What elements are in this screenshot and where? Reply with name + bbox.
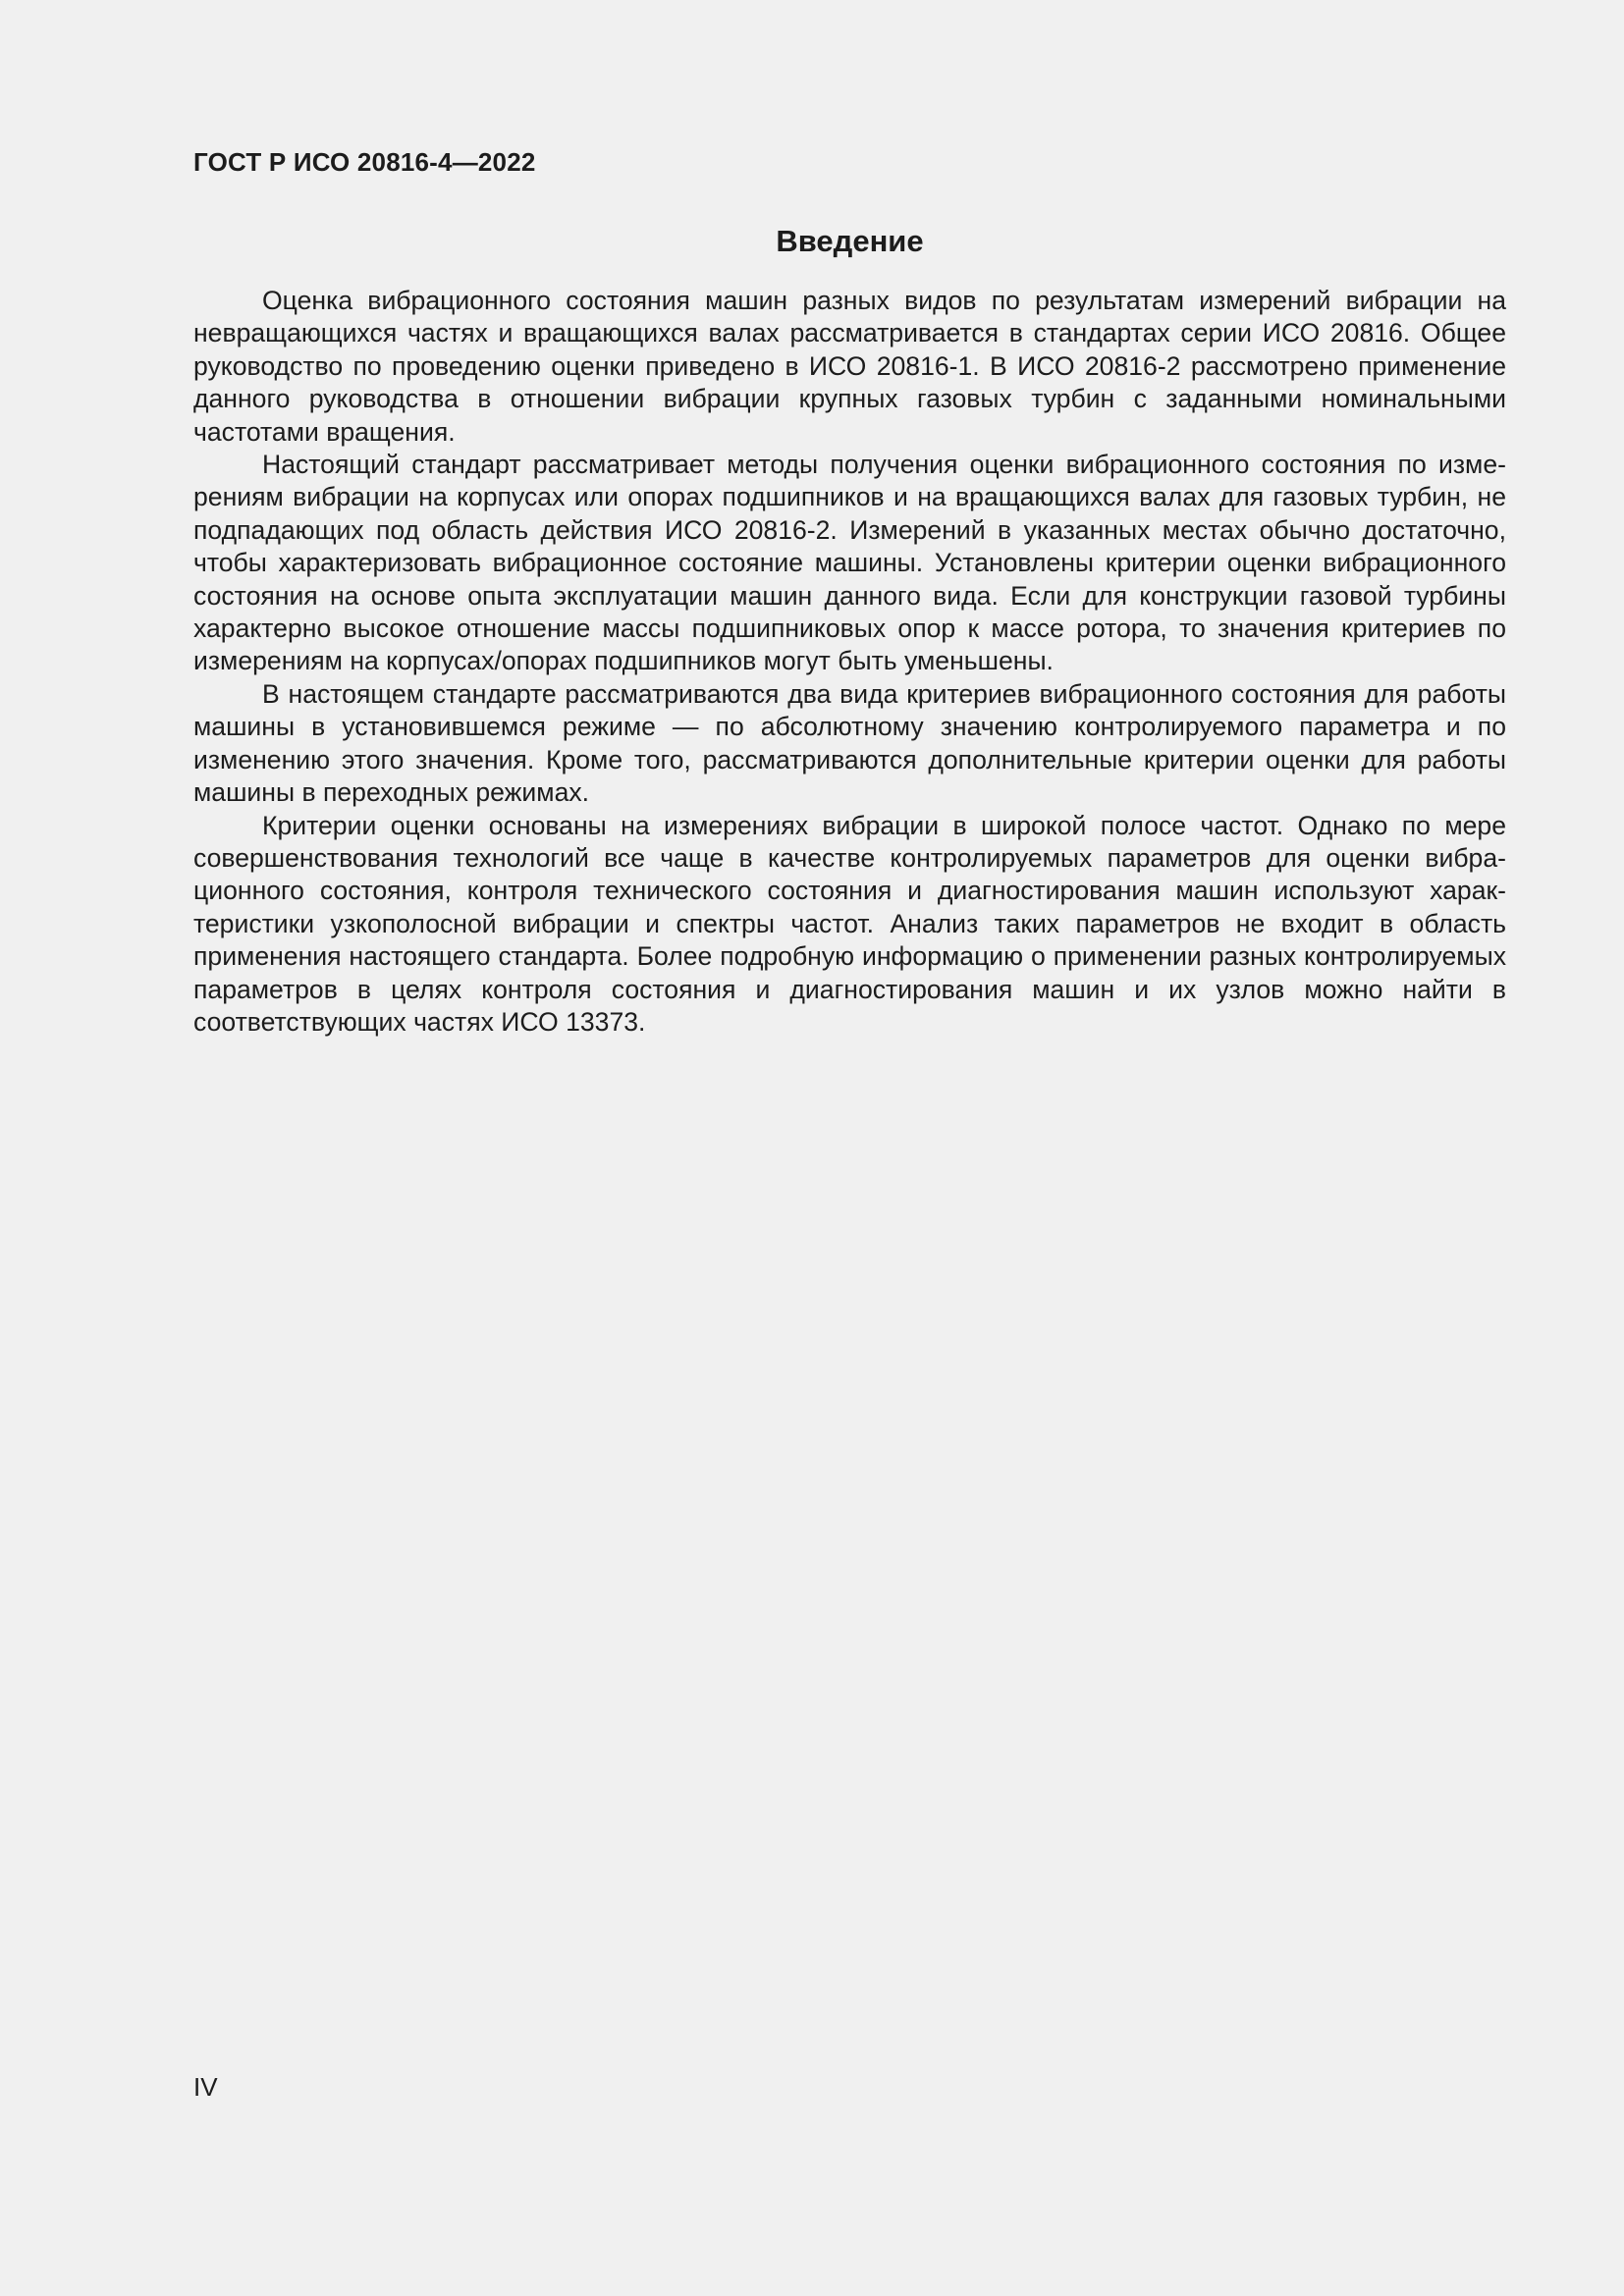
- paragraph-1: Оценка вибрационного состояния машин разных видов по результатам измерений вибрации на невращающихся частях и вращающихся валах рассматривается в стандартах серии ИСО 20816. Общее руководство по проведению оценки приведено в ИСО 20816-1. В ИСО 20816-2 рассмотрено применение данного руководства в отношении вибрации крупных газовых турбин с заданными номинальными частотами вращения.: [193, 286, 1506, 447]
- document-id: ГОСТ Р ИСО 20816-4—2022: [193, 147, 536, 177]
- body-text: [193, 285, 1506, 1039]
- paragraph-2: Настоящий стандарт рассматривает методы получения оценки вибрационного состояния по измерениям вибрации на корпусах или опорах подшипников и на вращающихся валах для газовых турбин, не подпадающих под область действия ИСО 20816-2. Измерений в указанных местах обычно достаточно, чтобы характеризовать вибрационное состояние машины. Установлены критерии оценки вибрационного состояния на основе опыта эксплуатации машин данного вида. Если для конструкции газовой турбины характерно высокое отношение массы подшипниковых опор к массе ротора, то значения критериев по измерениям на корпусах/опорах подшипников могут быть уменьшены.: [193, 450, 1506, 676]
- paragraph-4: Критерии оценки основаны на измерениях вибрации в широкой полосе частот. Однако по мере совершенствования технологий все чаще в качестве контролируемых параметров для оценки вибрационного состояния, контроля технического состояния и диагностирования машин используют характеристики узкополосной вибрации и спектры частот. Анализ таких параметров не входит в область применения настоящего стандарта. Более подробную информацию о применении разных контролируемых параметров в целях контроля состояния и диагностирования машин и их узлов можно найти в соответствующих частях ИСО 13373.: [193, 810, 1506, 1037]
- paragraph-3: В настоящем стандарте рассматриваются два вида критериев вибрационного состояния для работы машины в установившемся режиме — по абсолютному значению контролируемого параметра и по изменению этого значения. Кроме того, рассматриваются дополнительные критерии оценки для работы машины в переходных режимах.: [193, 678, 1506, 808]
- page-number: IV: [193, 2072, 218, 2102]
- section-title: Введение: [776, 224, 924, 258]
